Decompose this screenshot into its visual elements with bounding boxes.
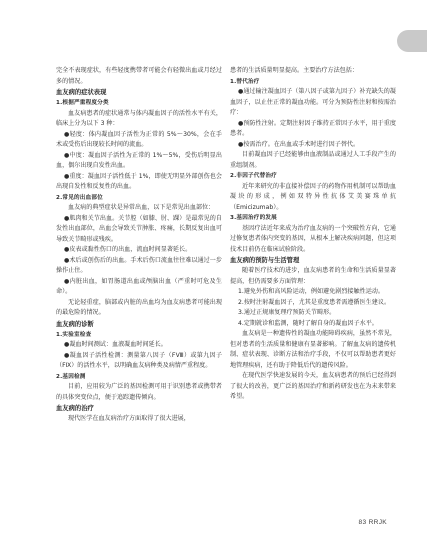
replacement-therapy-subheading: 1.替代治疗	[230, 78, 260, 85]
severity-subheading: 1.根据严重程度分类	[56, 100, 109, 106]
joint-bleeding-bullet: ●肌肉和关节出血。关节腔（如膝、肘、踝）是最常见的自发性出血部位，出血会导致关节肿胀、疼痛，长期反复出血可导致关节畸形或残疾。	[56, 214, 222, 243]
treatment-continued-paragraph: 患者的生活质量明显提高。主要治疗方法包括：	[230, 67, 358, 74]
bleeding-sites-subheading: 2.常见的出血部位	[56, 194, 103, 201]
right-column	[230, 66, 396, 403]
genetic-test-paragraph: 目前，应用较为广泛的基因检测可用于识别患者或携带者的具体突变位点，便于追踪遗传倾向。	[56, 383, 222, 401]
non-factor-subheading: 2.非因子代替治疗	[230, 173, 277, 179]
prevention-item-1: 1.避免外伤和高风险运动，例如避免剧烈接触性运动。	[238, 288, 384, 295]
symptoms-heading: 血友病的症状表现	[56, 89, 107, 96]
non-factor-paragraph: 近年来研究的非直接补偿因子的药物作用机制可以帮助血凝块的形成，例如双特异性抗体艾美赛珠单抗（Emicizumab）。	[230, 182, 396, 211]
prevention-item-2: 2.按时注射凝血因子，尤其是重度患者需遵循医生建议。	[238, 298, 391, 306]
treatment-heading: 血友病的治疗	[56, 405, 94, 412]
internal-bleeding-bullet: ●内脏出血，如胃肠道出血或颅脑出血（严重时可危及生命）。	[56, 277, 222, 295]
page-edge-tab	[397, 30, 427, 52]
prevention-heading: 血友病的预防与生活管理	[230, 257, 300, 264]
moderate-bullet: ●中度：凝血因子活性为正常的 1%～5%，受伤后明显出血，偶尔出现自发性出血。	[56, 151, 222, 169]
gene-therapy-paragraph: 基因疗法近年来成为治疗血友病的一个突破性方向，它通过修复患者体内突变的基因，从根本上解决疾病问题，但这项技术目前仍在临床试验阶段。	[230, 224, 396, 253]
skin-bleeding-bullet: ●皮表或黏性伤口的出血，流血时间显著延长。	[64, 246, 192, 253]
danger-paragraph: 无论轻重症，脑部或内脏的出血均为血友病患者可能出现的最危险的情况。	[56, 298, 222, 316]
prevention-item-4: 4.定期就诊和监测，随时了解自身的凝血因子水平。	[238, 319, 378, 327]
lab-test-subheading: 1.实验室检查	[56, 331, 92, 338]
outlook-paragraph: 在现代医学快速发展的今天，血友病患者的预后已经得到了很大的改善，更广泛的基因治疗和新药研发也在为未来带来希望。	[230, 372, 396, 400]
recombinant-paragraph: 目前凝血因子已经能够由血液制品或通过人工手段产生的重组制剂。	[230, 151, 396, 169]
treatment-paragraph: 现代医学在血友病治疗方面取得了很大进展，	[68, 415, 190, 422]
intro-paragraph: 完全不表现症状，有些轻度携带者可能会有轻微出血或月经过多的情况。	[56, 67, 222, 85]
summary-paragraph: 血友病是一种遗传性的凝血功能障碍疾病，虽然不常见，但对患者的生活质量和健康有显著影响。了解血友病的遗传机制、症状表现、诊断方法和治疗手段，不仅可以帮助患者更好地管理疾病，还有助于降低后代的遗传风险。	[230, 330, 396, 369]
factor-infusion-bullet: ●通过输注凝血因子（第八因子或第九因子）补充缺失的凝血因子，以止住正常的凝血功能。可分为预防性注射和按需治疗：	[230, 88, 396, 116]
prevention-paragraph: 随着医疗技术的进步，血友病患者的生命和生活质量显著提高，但仍需要多方面管理：	[230, 267, 396, 285]
severe-bullet: ●重度：凝血因子活性低于 1%，即使无明显外部创伤也会出现自发性和反复性的出血。	[56, 172, 222, 190]
genetic-test-subheading: 2.基因检测	[56, 373, 86, 380]
on-demand-bullet: ●按需治疗。在出血或手术时进行因子替代。	[238, 140, 360, 148]
prevention-item-3: 3.通过正规康复理疗预防关节畸形。	[238, 309, 336, 316]
surgery-bleeding-bullet: ●术后或创伤后的出血。手术后伤口流血往往难以通过一步操作止住。	[56, 256, 222, 274]
prophylaxis-bullet: ●预防性注射。定期注射因子维持正常因子水平，用于重度患者。	[230, 119, 396, 137]
left-column	[56, 66, 222, 425]
severity-paragraph: 血友病患者的症状通常与体内凝血因子的活性水平有关，临床上分为以下 3 种：	[56, 109, 222, 127]
bleeding-sites-paragraph: 血友病的典型症状是异常出血，以下是常见出血部位：	[68, 204, 215, 211]
mild-bullet: ●轻度：体内凝血因子活性为正常的 5%～30%，会在手术或受伤后出现较长时间的流血。	[56, 130, 222, 148]
clotting-time-bullet: ●凝血时间测试：血液凝血时间延长。	[64, 341, 167, 348]
diagnosis-heading: 血友病的诊断	[56, 320, 94, 328]
gene-therapy-subheading: 3.基因治疗的发展	[230, 215, 277, 221]
page-footer: 83 RRJK	[358, 519, 387, 526]
factor-activity-bullet: ●凝血因子活性检测：测量第八因子（FⅧ）或第九因子（FⅨ）的活性水平，以明确血友病种类及病情严重程度。	[56, 351, 222, 369]
